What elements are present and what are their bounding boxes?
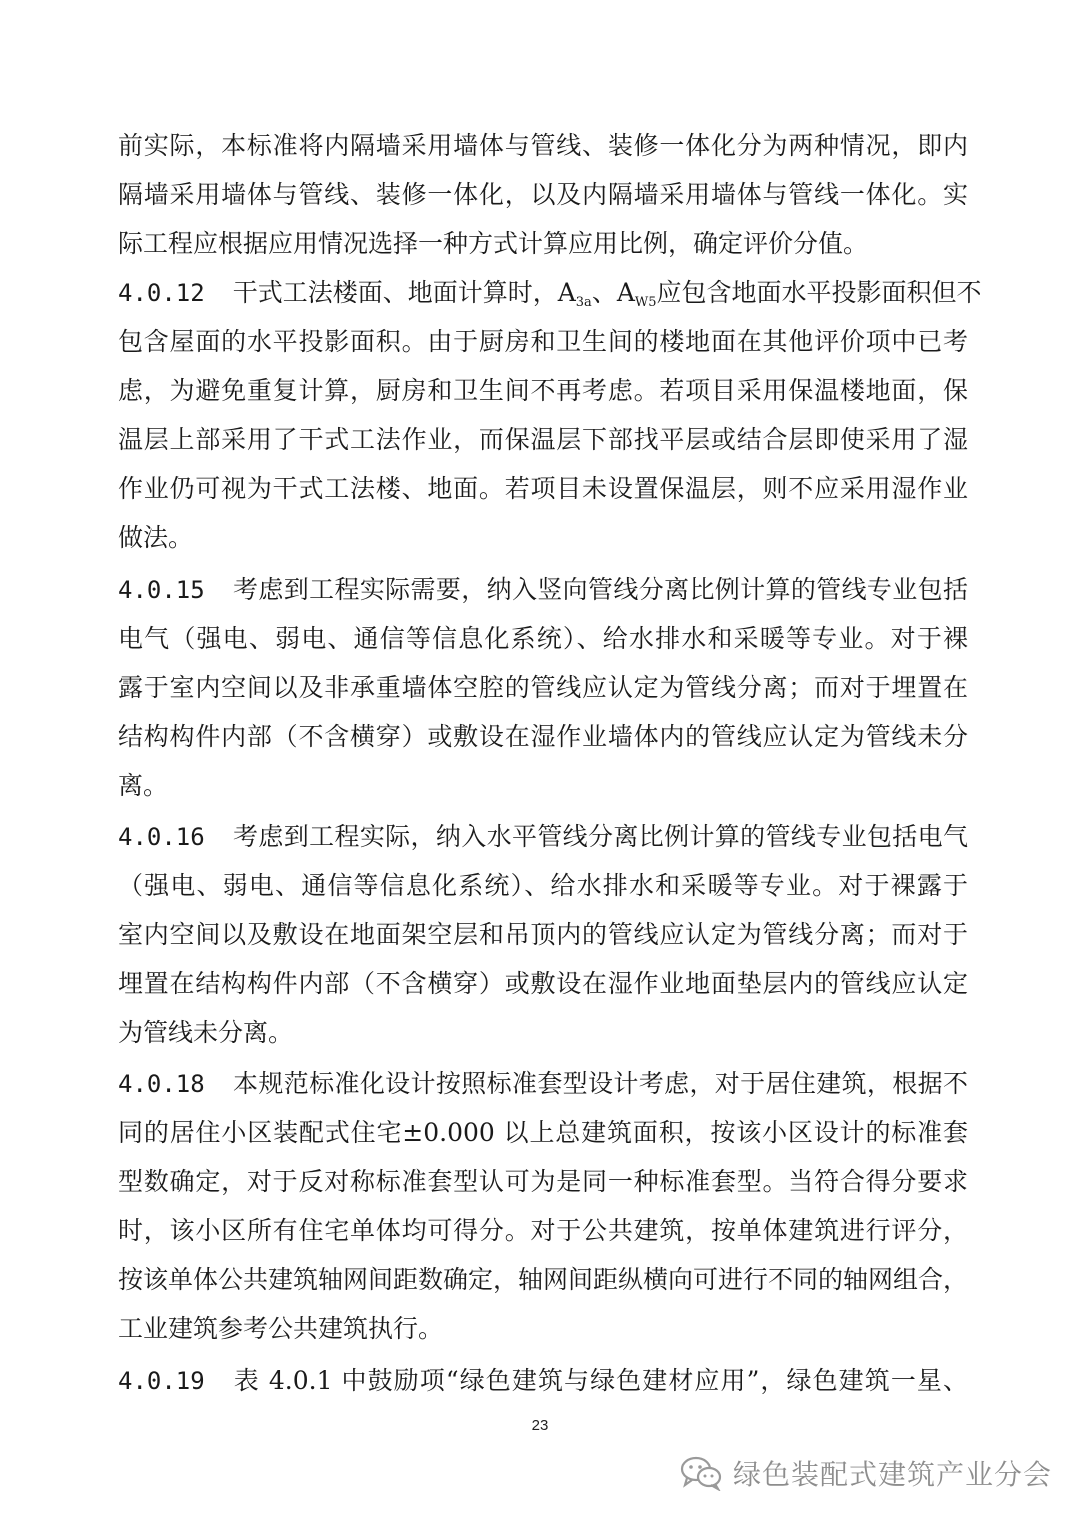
text-line: 按该单体公共建筑轴网间距数确定，轴网间距纵横向可进行不同的轴网组合， [118,1265,969,1294]
text-line: 露于室内空间以及非承重墙体空腔的管线应认定为管线分离；而对于埋置在 [118,673,968,702]
text-line: 包含屋面的水平投影面积。由于厨房和卫生间的楼地面在其他评价项中已考 [118,327,968,356]
text-line: 为管线未分离。 [118,1018,294,1047]
watermark-text: 绿色装配式建筑产业分会 [732,1458,1052,1491]
text-line: 时，该小区所有住宅单体均可得分。对于公共建筑，按单体建筑进行评分， [118,1216,968,1245]
text-line: 虑，为避免重复计算，厨房和卫生间不再考虑。若项目采用保温楼地面，保 [118,376,968,405]
text-line: 结构构件内部（不含横穿）或敷设在湿作业墙体内的管线应认定为管线未分 [118,722,968,751]
text-line: 埋置在结构构件内部（不含横穿）或敷设在湿作业地面垫层内的管线应认定 [118,969,968,998]
clause-4-0-12-line: 4.0.12 干式工法楼面、地面计算时，$A_{3a}$、$A_{W5}$应包含地面水平投影面积但不 [118,278,982,310]
text-line: （强电、弱电、通信等信息化系统）、给水排水和采暖等专业。对于裸露于 [118,871,968,900]
clause-4-0-16-line: 4.0.16 考虑到工程实际，纳入水平管线分离比例计算的管线专业包括电气 [118,822,968,851]
clause-number: 4.0.18 [118,1070,205,1098]
clause-number: 4.0.15 [118,576,205,604]
clause-number: 4.0.16 [118,823,205,851]
text-line: 室内空间以及敷设在地面架空层和吊顶内的管线应认定为管线分离；而对于 [118,920,968,949]
wechat-icon [679,1455,723,1491]
page-number: 23 [531,1417,549,1434]
clause-text: 干式工法楼面、地面计算时， [232,278,558,307]
text-line: 工业建筑参考公共建筑执行。 [118,1314,444,1343]
symbol-a3a: $A_{3a}$ [557,278,592,310]
text-line: 离。 [118,771,169,800]
text-line: 同的居住小区装配式住宅±0.000 以上总建筑面积，按该小区设计的标准套 [118,1118,968,1147]
clause-4-0-15-line: 4.0.15 考虑到工程实际需要，纳入竖向管线分离比例计算的管线专业包括 [118,575,968,604]
clause-4-0-19-line: 4.0.19 表 4.0.1 中鼓励项“绿色建筑与绿色建材应用”，绿色建筑一星、 [118,1366,968,1395]
clause-number: 4.0.12 [118,279,205,307]
text-line: 做法。 [118,523,194,552]
text-line: 作业仍可视为干式工法楼、地面。若项目未设置保温层，则不应采用湿作业 [118,474,968,503]
text-line: 际工程应根据应用情况选择一种方式计算应用比例，确定评价分值。 [118,229,869,258]
clause-number: 4.0.19 [118,1367,205,1395]
clause-text: 应包含地面水平投影面积但不 [656,278,982,307]
text-line: 型数确定，对于反对称标准套型认可为是同一种标准套型。当符合得分要求 [118,1167,968,1196]
text-line: 隔墙采用墙体与管线、装修一体化，以及内隔墙采用墙体与管线一体化。实 [118,180,968,209]
symbol-aw5: $A_{W5}$ [616,278,657,310]
text-line: 前实际，本标准将内隔墙采用墙体与管线、装修一体化分为两种情况，即内 [118,131,968,160]
text-line: 温层上部采用了干式工法作业，而保温层下部找平层或结合层即使采用了湿 [118,425,968,454]
text-line: 电气（强电、弱电、通信等信息化系统）、给水排水和采暖等专业。对于裸 [118,624,968,653]
watermark [679,1452,1052,1494]
clause-4-0-18-line: 4.0.18 本规范标准化设计按照标准套型设计考虑，对于居住建筑，根据不 [118,1069,968,1098]
